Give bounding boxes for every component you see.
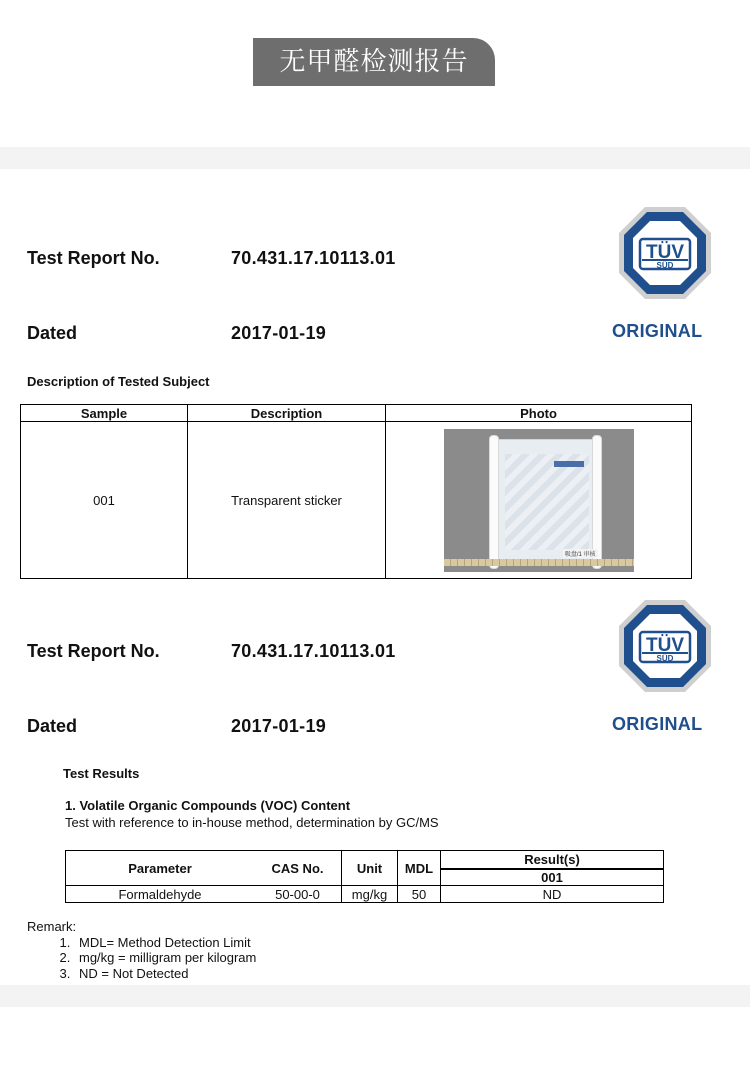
subject-table (20, 404, 692, 579)
voc-section-title: 1. Volatile Organic Compounds (VOC) Content (65, 798, 351, 813)
original-stamp: ORIGINAL (612, 714, 703, 734)
col-sample-001: 001 (441, 869, 664, 886)
col-description: Description (188, 405, 386, 422)
logo-text-bottom: SÜD (656, 654, 674, 663)
remarks-title: Remark: (27, 919, 77, 934)
results-heading: Test Results (63, 766, 140, 781)
tuv-logo (616, 204, 714, 302)
logo-text-bottom: SÜD (656, 261, 674, 270)
col-photo: Photo (386, 405, 692, 422)
report-no-value: 70.431.17.10113.01 (231, 641, 396, 661)
cell-result: ND (441, 886, 664, 903)
cell-description: Transparent sticker (188, 422, 386, 579)
divider-band (0, 147, 750, 169)
cell-parameter: Formaldehyde (66, 886, 255, 903)
report-no-label: Test Report No. (27, 641, 160, 661)
logo-text-top: TÜV (646, 242, 684, 263)
logo-text-top: TÜV (646, 635, 684, 656)
report-no-label: Test Report No. (27, 248, 160, 268)
col-cas: CAS No. (254, 851, 342, 886)
dated-value: 2017-01-19 (231, 323, 327, 343)
col-sample: Sample (21, 405, 188, 422)
col-parameter: Parameter (66, 851, 255, 886)
photo-tag: 吸盘/1 审核 (563, 549, 598, 558)
cell-cas: 50-00-0 (254, 886, 342, 903)
remark-item: 1. MDL= Method Detection Limit (74, 935, 256, 951)
table-row (21, 422, 692, 579)
cell-mdl: 50 (398, 886, 441, 903)
tuv-logo (616, 597, 714, 695)
test-method: Test with reference to in-house method, determination by GC/MS (65, 815, 439, 830)
report-banner: 无甲醛检测报告 (253, 38, 495, 86)
remarks (27, 919, 256, 981)
col-unit: Unit (342, 851, 398, 886)
results-table (65, 850, 664, 903)
sample-photo (444, 429, 634, 572)
dated-label: Dated (27, 323, 78, 343)
remark-item: 3. ND = Not Detected (74, 966, 256, 982)
dated-value: 2017-01-19 (231, 716, 327, 736)
cell-unit: mg/kg (342, 886, 398, 903)
subject-heading: Description of Tested Subject (27, 374, 210, 389)
cell-photo (386, 422, 692, 579)
col-mdl: MDL (398, 851, 441, 886)
remark-item: 2. mg/kg = milligram per kilogram (74, 950, 256, 966)
dated-label: Dated (27, 716, 78, 736)
original-stamp: ORIGINAL (612, 321, 703, 341)
table-row (66, 886, 664, 903)
divider-band (0, 985, 750, 1007)
col-results: Result(s) (441, 851, 664, 869)
report-no-value: 70.431.17.10113.01 (231, 248, 396, 268)
cell-sample: 001 (21, 422, 188, 579)
